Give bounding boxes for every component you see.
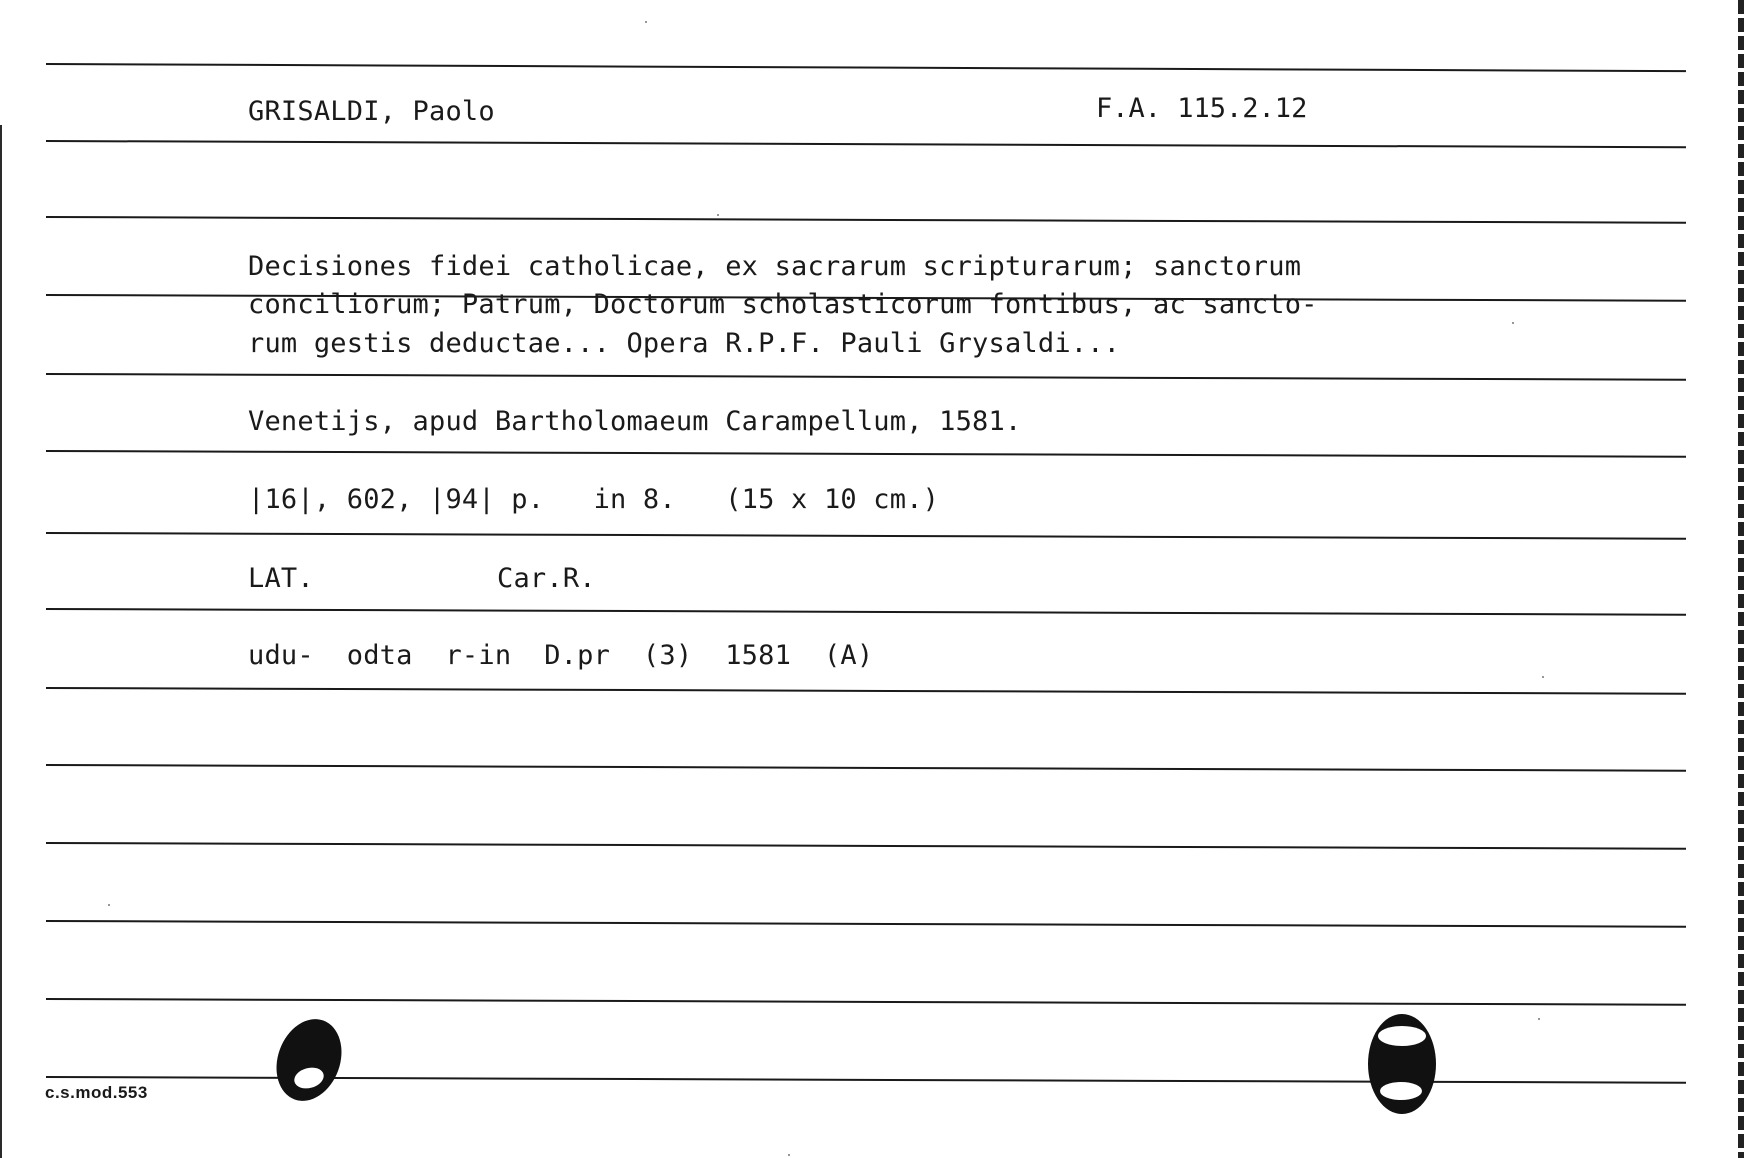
rule-line — [46, 532, 1686, 540]
rule-line — [46, 842, 1686, 850]
rule-line — [46, 687, 1686, 695]
rule-line — [46, 764, 1686, 772]
type-note: Car.R. — [497, 563, 596, 594]
rule-line — [46, 608, 1686, 616]
card-left-edge — [0, 125, 2, 1158]
rule-line — [46, 140, 1686, 148]
collation: |16|, 602, |94| p. in 8. (15 x 10 cm.) — [248, 484, 940, 515]
title-line: conciliorum; Patrum, Doctorum scholasticorum fontibus, ac sancto- — [248, 289, 1318, 320]
title-line: Decisiones fidei catholicae, ex sacrarum scripturarum; sanctorum — [248, 251, 1302, 282]
scan-speck — [108, 904, 110, 906]
rule-line — [46, 450, 1686, 458]
scan-speck — [645, 21, 647, 23]
scan-speck — [1542, 676, 1544, 678]
language-code: LAT. — [248, 563, 314, 594]
rule-line — [46, 63, 1686, 72]
fingerprint: udu- odta r-in D.pr (3) 1581 (A) — [248, 640, 874, 671]
rule-line — [46, 373, 1686, 381]
rule-line — [46, 998, 1686, 1006]
scan-speck — [788, 1154, 790, 1156]
scan-speck — [717, 214, 719, 216]
call-number: F.A. 115.2.12 — [1096, 93, 1308, 124]
title-line: rum gestis deductae... Opera R.P.F. Pauli Grysaldi... — [248, 328, 1121, 359]
scan-speck — [1512, 322, 1514, 324]
form-code: c.s.mod.553 — [45, 1083, 148, 1102]
author-heading: GRISALDI, Paolo — [248, 96, 495, 127]
card-right-edge — [1738, 0, 1744, 1158]
rule-line — [46, 216, 1686, 224]
imprint: Venetijs, apud Bartholomaeum Carampellum, 1581. — [248, 406, 1022, 437]
scan-speck — [1538, 1018, 1540, 1020]
rule-line — [46, 920, 1686, 928]
